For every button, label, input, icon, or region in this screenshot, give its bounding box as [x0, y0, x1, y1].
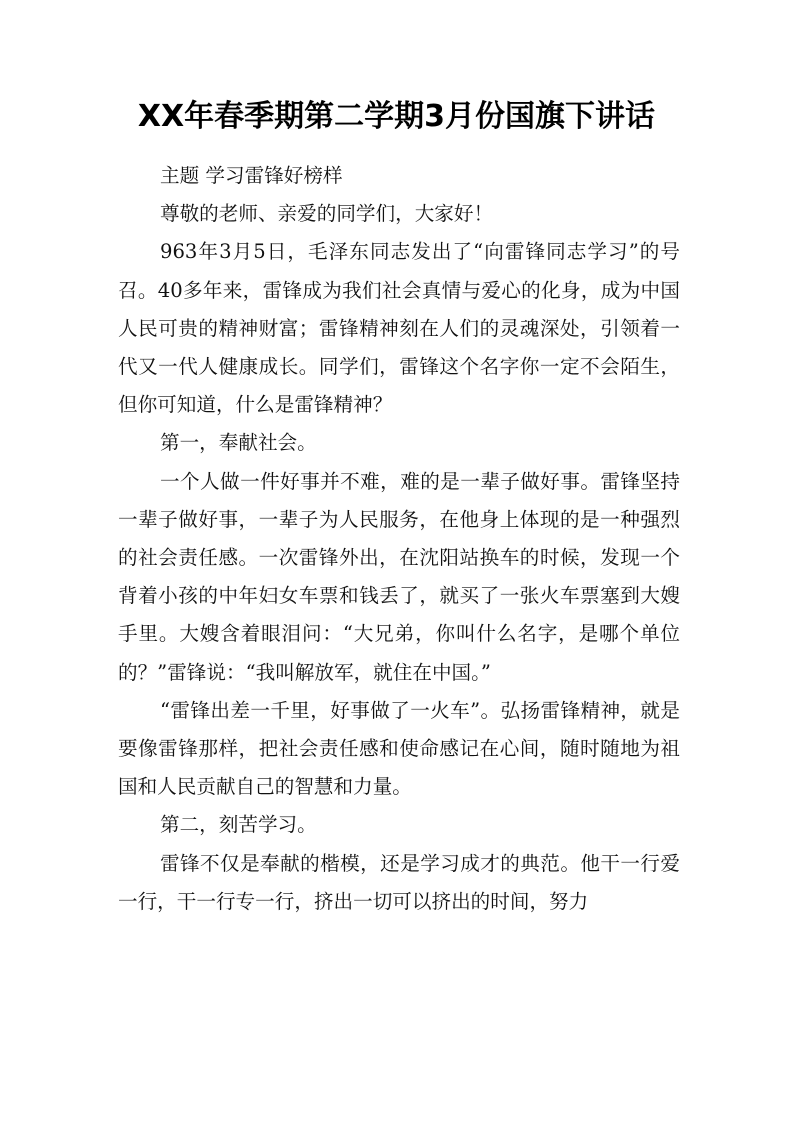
study-paragraph: 雷锋不仅是奉献的楷模，还是学习成才的典范。他干一行爱一行，干一行专一行，挤出一切可以挤出的时间，努力 — [118, 851, 680, 913]
section-heading-dedication: 第一，奉献社会。 — [160, 431, 317, 455]
greeting-paragraph: 尊敬的老师、亲爱的同学们，大家好！ — [160, 202, 494, 226]
intro-paragraph: 963年3月5日，毛泽东同志发出了“向雷锋同志学习”的号召。40多年来，雷锋成为我们社会真情与爱心的化身，成为中国人民可贵的精神财富；雷锋精神刻在人们的灵魂深处，引领着一代又一代人健康成长。同学们，雷锋这个名字你一定不会陌生，但你可知道，什么是雷锋精神？ — [118, 240, 680, 417]
dedication-paragraph: 一个人做一件好事并不难，难的是一辈子做好事。雷锋坚持一辈子做好事，一辈子为人民服务，在他身上体现的是一种强烈的社会责任感。一次雷锋外出，在沈阳站换车的时候，发现一个背着小孩的中年妇女车票和钱丢了，就买了一张火车票塞到大嫂手里。大嫂含着眼泪问：“大兄弟，你叫什么名字，是哪个单位的？”雷锋说：“我叫解放军，就住在中国。” — [118, 469, 680, 684]
dedication-summary-paragraph: “雷锋出差一千里，好事做了一火车”。弘扬雷锋精神，就是要像雷锋那样，把社会责任感和使命感记在心间，随时随地为祖国和人民贡献自己的智慧和力量。 — [118, 698, 680, 799]
document-body — [118, 157, 680, 921]
section-heading-study: 第二，刻苦学习。 — [160, 813, 317, 837]
subject-line: 主题 学习雷锋好榜样 — [160, 164, 343, 187]
document-title: XX年春季期第二学期3月份国旗下讲话 — [137, 99, 656, 134]
